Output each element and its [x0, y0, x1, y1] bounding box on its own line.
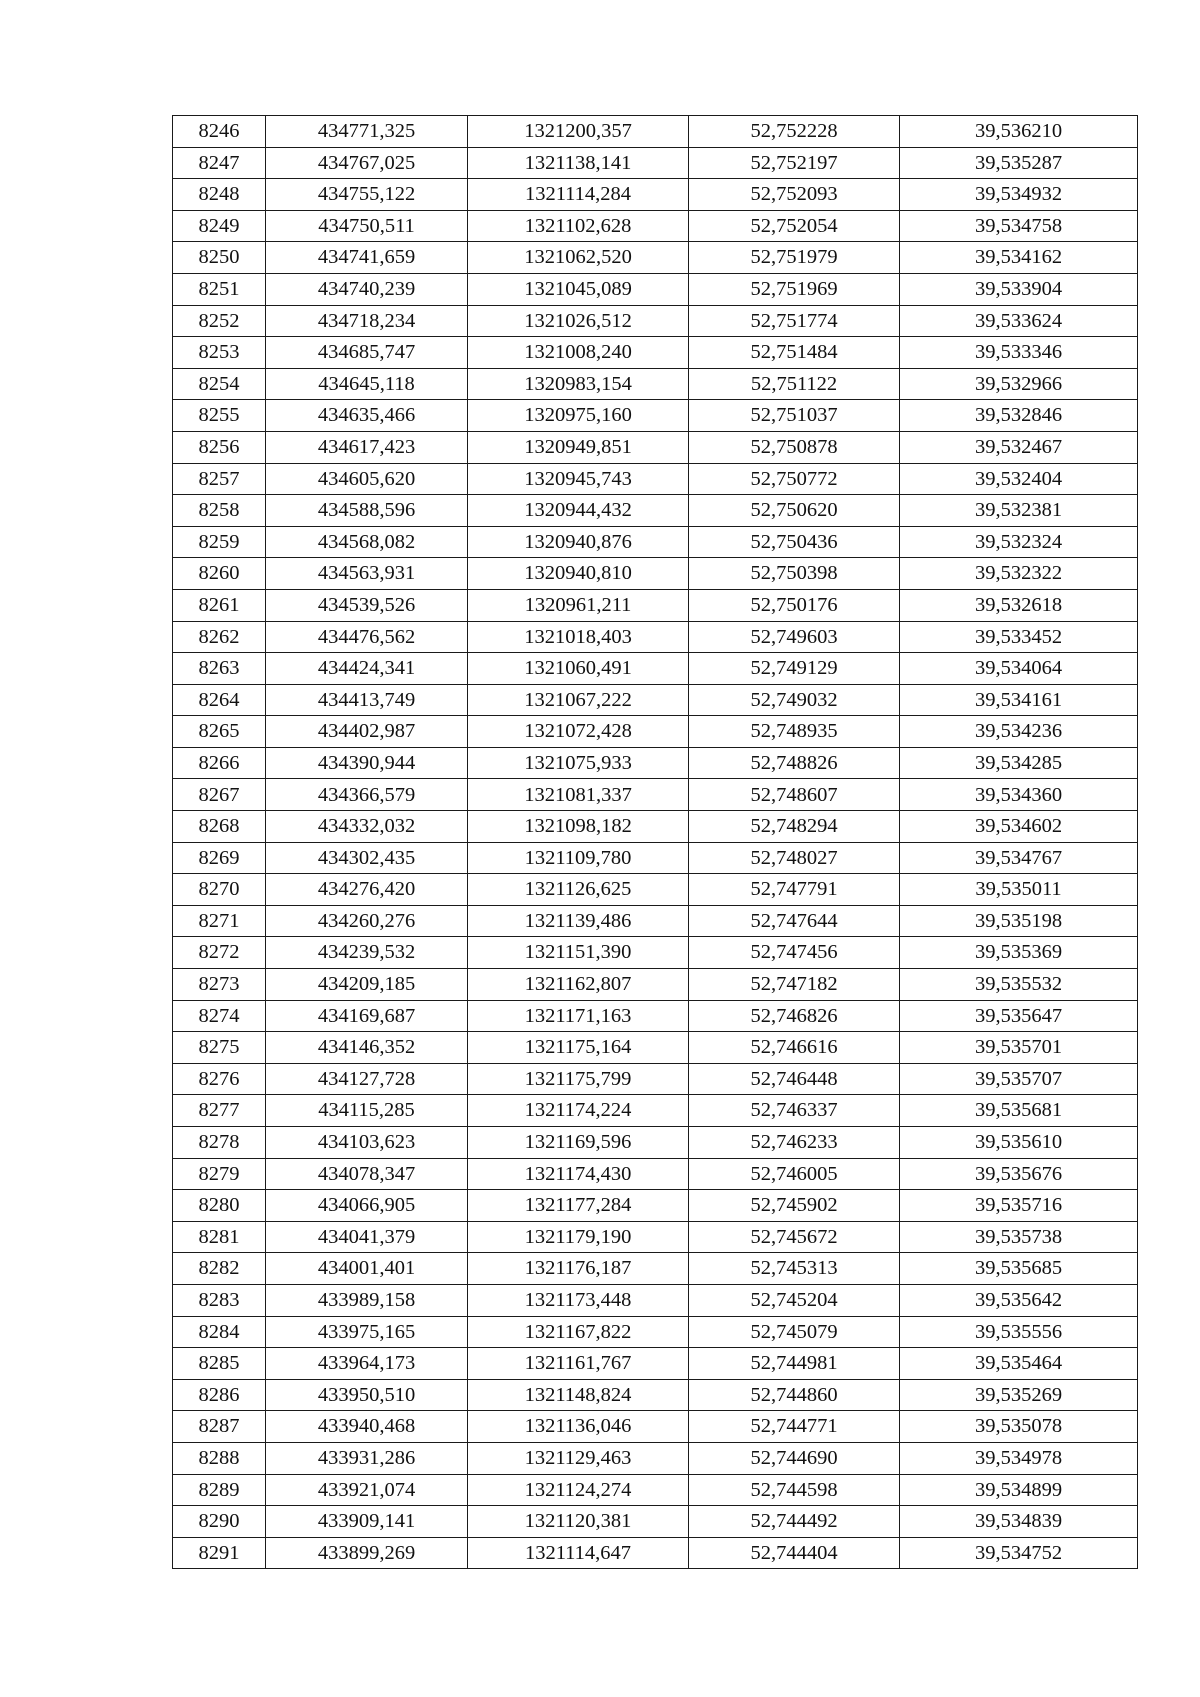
x-coordinate-cell: 434169,687: [266, 1000, 468, 1032]
latitude-cell: 52,750620: [689, 495, 900, 527]
point-number-cell: 8267: [173, 779, 266, 811]
x-coordinate-cell: 434146,352: [266, 1032, 468, 1064]
latitude-cell: 52,745672: [689, 1221, 900, 1253]
table-row: [173, 1000, 1138, 1032]
longitude-cell: 39,534758: [900, 210, 1138, 242]
y-coordinate-cell: 1321114,647: [468, 1537, 689, 1569]
longitude-cell: 39,534236: [900, 716, 1138, 748]
x-coordinate-cell: 433940,468: [266, 1411, 468, 1443]
y-coordinate-cell: 1321161,767: [468, 1348, 689, 1380]
table-row: [173, 842, 1138, 874]
latitude-cell: 52,751979: [689, 242, 900, 274]
latitude-cell: 52,748027: [689, 842, 900, 874]
y-coordinate-cell: 1321075,933: [468, 747, 689, 779]
table-row: [173, 874, 1138, 906]
y-coordinate-cell: 1320961,211: [468, 589, 689, 621]
longitude-cell: 39,535078: [900, 1411, 1138, 1443]
x-coordinate-cell: 434276,420: [266, 874, 468, 906]
y-coordinate-cell: 1321062,520: [468, 242, 689, 274]
latitude-cell: 52,748294: [689, 811, 900, 843]
x-coordinate-cell: 434476,562: [266, 621, 468, 653]
point-number-cell: 8259: [173, 526, 266, 558]
x-coordinate-cell: 434041,379: [266, 1221, 468, 1253]
x-coordinate-cell: 434588,596: [266, 495, 468, 527]
x-coordinate-cell: 434332,032: [266, 811, 468, 843]
table-row: [173, 589, 1138, 621]
table-row: [173, 1253, 1138, 1285]
x-coordinate-cell: 434685,747: [266, 337, 468, 369]
y-coordinate-cell: 1321129,463: [468, 1442, 689, 1474]
point-number-cell: 8253: [173, 337, 266, 369]
table-row: [173, 495, 1138, 527]
latitude-cell: 52,747182: [689, 969, 900, 1001]
point-number-cell: 8246: [173, 116, 266, 148]
point-number-cell: 8249: [173, 210, 266, 242]
y-coordinate-cell: 1321177,284: [468, 1190, 689, 1222]
longitude-cell: 39,535701: [900, 1032, 1138, 1064]
latitude-cell: 52,752054: [689, 210, 900, 242]
longitude-cell: 39,535738: [900, 1221, 1138, 1253]
x-coordinate-cell: 434605,620: [266, 463, 468, 495]
latitude-cell: 52,751969: [689, 273, 900, 305]
y-coordinate-cell: 1320983,154: [468, 368, 689, 400]
point-number-cell: 8284: [173, 1316, 266, 1348]
longitude-cell: 39,532381: [900, 495, 1138, 527]
table-row: [173, 811, 1138, 843]
table-row: [173, 1284, 1138, 1316]
x-coordinate-cell: 434066,905: [266, 1190, 468, 1222]
y-coordinate-cell: 1321175,799: [468, 1063, 689, 1095]
longitude-cell: 39,535464: [900, 1348, 1138, 1380]
table-row: [173, 558, 1138, 590]
table-row: [173, 431, 1138, 463]
longitude-cell: 39,532324: [900, 526, 1138, 558]
point-number-cell: 8247: [173, 147, 266, 179]
y-coordinate-cell: 1321171,163: [468, 1000, 689, 1032]
x-coordinate-cell: 433989,158: [266, 1284, 468, 1316]
longitude-cell: 39,535556: [900, 1316, 1138, 1348]
x-coordinate-cell: 434635,466: [266, 400, 468, 432]
x-coordinate-cell: 434209,185: [266, 969, 468, 1001]
x-coordinate-cell: 434413,749: [266, 684, 468, 716]
point-number-cell: 8279: [173, 1158, 266, 1190]
longitude-cell: 39,534602: [900, 811, 1138, 843]
y-coordinate-cell: 1321008,240: [468, 337, 689, 369]
y-coordinate-cell: 1321026,512: [468, 305, 689, 337]
y-coordinate-cell: 1321148,824: [468, 1379, 689, 1411]
coordinates-table-body: [173, 116, 1138, 1569]
point-number-cell: 8268: [173, 811, 266, 843]
latitude-cell: 52,751122: [689, 368, 900, 400]
latitude-cell: 52,748826: [689, 747, 900, 779]
latitude-cell: 52,750772: [689, 463, 900, 495]
latitude-cell: 52,751774: [689, 305, 900, 337]
longitude-cell: 39,533346: [900, 337, 1138, 369]
longitude-cell: 39,534360: [900, 779, 1138, 811]
longitude-cell: 39,534932: [900, 179, 1138, 211]
x-coordinate-cell: 434563,931: [266, 558, 468, 590]
latitude-cell: 52,750398: [689, 558, 900, 590]
table-row: [173, 305, 1138, 337]
latitude-cell: 52,750176: [689, 589, 900, 621]
longitude-cell: 39,535610: [900, 1127, 1138, 1159]
x-coordinate-cell: 434239,532: [266, 937, 468, 969]
point-number-cell: 8288: [173, 1442, 266, 1474]
x-coordinate-cell: 433921,074: [266, 1474, 468, 1506]
point-number-cell: 8262: [173, 621, 266, 653]
y-coordinate-cell: 1321126,625: [468, 874, 689, 906]
y-coordinate-cell: 1321138,141: [468, 147, 689, 179]
point-number-cell: 8283: [173, 1284, 266, 1316]
table-row: [173, 210, 1138, 242]
point-number-cell: 8273: [173, 969, 266, 1001]
longitude-cell: 39,533624: [900, 305, 1138, 337]
table-row: [173, 242, 1138, 274]
x-coordinate-cell: 434127,728: [266, 1063, 468, 1095]
longitude-cell: 39,534064: [900, 653, 1138, 685]
y-coordinate-cell: 1320940,876: [468, 526, 689, 558]
x-coordinate-cell: 434718,234: [266, 305, 468, 337]
latitude-cell: 52,744690: [689, 1442, 900, 1474]
point-number-cell: 8275: [173, 1032, 266, 1064]
point-number-cell: 8290: [173, 1506, 266, 1538]
y-coordinate-cell: 1321109,780: [468, 842, 689, 874]
latitude-cell: 52,751037: [689, 400, 900, 432]
latitude-cell: 52,747456: [689, 937, 900, 969]
point-number-cell: 8277: [173, 1095, 266, 1127]
latitude-cell: 52,745079: [689, 1316, 900, 1348]
latitude-cell: 52,746826: [689, 1000, 900, 1032]
latitude-cell: 52,745204: [689, 1284, 900, 1316]
x-coordinate-cell: 433950,510: [266, 1379, 468, 1411]
latitude-cell: 52,746233: [689, 1127, 900, 1159]
longitude-cell: 39,534767: [900, 842, 1138, 874]
longitude-cell: 39,534161: [900, 684, 1138, 716]
x-coordinate-cell: 434260,276: [266, 905, 468, 937]
longitude-cell: 39,532404: [900, 463, 1138, 495]
longitude-cell: 39,533452: [900, 621, 1138, 653]
longitude-cell: 39,534752: [900, 1537, 1138, 1569]
latitude-cell: 52,744598: [689, 1474, 900, 1506]
latitude-cell: 52,752228: [689, 116, 900, 148]
table-row: [173, 1411, 1138, 1443]
longitude-cell: 39,533904: [900, 273, 1138, 305]
x-coordinate-cell: 434750,511: [266, 210, 468, 242]
table-row: [173, 1127, 1138, 1159]
point-number-cell: 8254: [173, 368, 266, 400]
point-number-cell: 8281: [173, 1221, 266, 1253]
table-row: [173, 526, 1138, 558]
longitude-cell: 39,535676: [900, 1158, 1138, 1190]
table-row: [173, 1442, 1138, 1474]
y-coordinate-cell: 1321136,046: [468, 1411, 689, 1443]
table-row: [173, 653, 1138, 685]
latitude-cell: 52,746337: [689, 1095, 900, 1127]
y-coordinate-cell: 1320944,432: [468, 495, 689, 527]
point-number-cell: 8255: [173, 400, 266, 432]
x-coordinate-cell: 434755,122: [266, 179, 468, 211]
table-row: [173, 1506, 1138, 1538]
table-row: [173, 684, 1138, 716]
x-coordinate-cell: 434390,944: [266, 747, 468, 779]
y-coordinate-cell: 1321162,807: [468, 969, 689, 1001]
x-coordinate-cell: 434078,347: [266, 1158, 468, 1190]
latitude-cell: 52,744860: [689, 1379, 900, 1411]
y-coordinate-cell: 1320945,743: [468, 463, 689, 495]
x-coordinate-cell: 434366,579: [266, 779, 468, 811]
longitude-cell: 39,532966: [900, 368, 1138, 400]
x-coordinate-cell: 433899,269: [266, 1537, 468, 1569]
table-row: [173, 621, 1138, 653]
table-row: [173, 463, 1138, 495]
longitude-cell: 39,535532: [900, 969, 1138, 1001]
table-row: [173, 937, 1138, 969]
x-coordinate-cell: 433975,165: [266, 1316, 468, 1348]
y-coordinate-cell: 1321169,596: [468, 1127, 689, 1159]
table-row: [173, 147, 1138, 179]
latitude-cell: 52,744771: [689, 1411, 900, 1443]
y-coordinate-cell: 1321179,190: [468, 1221, 689, 1253]
y-coordinate-cell: 1320975,160: [468, 400, 689, 432]
latitude-cell: 52,744492: [689, 1506, 900, 1538]
point-number-cell: 8260: [173, 558, 266, 590]
y-coordinate-cell: 1321175,164: [468, 1032, 689, 1064]
latitude-cell: 52,749603: [689, 621, 900, 653]
point-number-cell: 8282: [173, 1253, 266, 1285]
y-coordinate-cell: 1321174,430: [468, 1158, 689, 1190]
x-coordinate-cell: 434568,082: [266, 526, 468, 558]
latitude-cell: 52,746005: [689, 1158, 900, 1190]
longitude-cell: 39,535011: [900, 874, 1138, 906]
point-number-cell: 8289: [173, 1474, 266, 1506]
longitude-cell: 39,536210: [900, 116, 1138, 148]
y-coordinate-cell: 1321173,448: [468, 1284, 689, 1316]
latitude-cell: 52,750878: [689, 431, 900, 463]
longitude-cell: 39,535269: [900, 1379, 1138, 1411]
x-coordinate-cell: 434740,239: [266, 273, 468, 305]
x-coordinate-cell: 434539,526: [266, 589, 468, 621]
latitude-cell: 52,746448: [689, 1063, 900, 1095]
y-coordinate-cell: 1321151,390: [468, 937, 689, 969]
x-coordinate-cell: 433964,173: [266, 1348, 468, 1380]
point-number-cell: 8287: [173, 1411, 266, 1443]
point-number-cell: 8256: [173, 431, 266, 463]
longitude-cell: 39,535716: [900, 1190, 1138, 1222]
table-row: [173, 1316, 1138, 1348]
x-coordinate-cell: 434767,025: [266, 147, 468, 179]
point-number-cell: 8272: [173, 937, 266, 969]
point-number-cell: 8264: [173, 684, 266, 716]
y-coordinate-cell: 1321200,357: [468, 116, 689, 148]
latitude-cell: 52,745902: [689, 1190, 900, 1222]
y-coordinate-cell: 1321072,428: [468, 716, 689, 748]
longitude-cell: 39,535681: [900, 1095, 1138, 1127]
table-row: [173, 179, 1138, 211]
latitude-cell: 52,748607: [689, 779, 900, 811]
table-row: [173, 1190, 1138, 1222]
point-number-cell: 8252: [173, 305, 266, 337]
latitude-cell: 52,749032: [689, 684, 900, 716]
table-row: [173, 1063, 1138, 1095]
latitude-cell: 52,745313: [689, 1253, 900, 1285]
latitude-cell: 52,744404: [689, 1537, 900, 1569]
table-row: [173, 1474, 1138, 1506]
latitude-cell: 52,744981: [689, 1348, 900, 1380]
point-number-cell: 8251: [173, 273, 266, 305]
table-row: [173, 1537, 1138, 1569]
point-number-cell: 8263: [173, 653, 266, 685]
point-number-cell: 8280: [173, 1190, 266, 1222]
table-row: [173, 337, 1138, 369]
longitude-cell: 39,534978: [900, 1442, 1138, 1474]
y-coordinate-cell: 1321120,381: [468, 1506, 689, 1538]
point-number-cell: 8291: [173, 1537, 266, 1569]
x-coordinate-cell: 434771,325: [266, 116, 468, 148]
y-coordinate-cell: 1321060,491: [468, 653, 689, 685]
y-coordinate-cell: 1321174,224: [468, 1095, 689, 1127]
point-number-cell: 8286: [173, 1379, 266, 1411]
point-number-cell: 8266: [173, 747, 266, 779]
table-row: [173, 969, 1138, 1001]
table-row: [173, 1095, 1138, 1127]
point-number-cell: 8250: [173, 242, 266, 274]
longitude-cell: 39,535685: [900, 1253, 1138, 1285]
point-number-cell: 8271: [173, 905, 266, 937]
y-coordinate-cell: 1321102,628: [468, 210, 689, 242]
table-row: [173, 400, 1138, 432]
longitude-cell: 39,535369: [900, 937, 1138, 969]
latitude-cell: 52,752197: [689, 147, 900, 179]
point-number-cell: 8248: [173, 179, 266, 211]
longitude-cell: 39,535707: [900, 1063, 1138, 1095]
longitude-cell: 39,535642: [900, 1284, 1138, 1316]
y-coordinate-cell: 1321114,284: [468, 179, 689, 211]
longitude-cell: 39,534839: [900, 1506, 1138, 1538]
x-coordinate-cell: 434103,623: [266, 1127, 468, 1159]
longitude-cell: 39,535198: [900, 905, 1138, 937]
y-coordinate-cell: 1321045,089: [468, 273, 689, 305]
latitude-cell: 52,747791: [689, 874, 900, 906]
x-coordinate-cell: 434617,423: [266, 431, 468, 463]
x-coordinate-cell: 434741,659: [266, 242, 468, 274]
table-row: [173, 779, 1138, 811]
latitude-cell: 52,746616: [689, 1032, 900, 1064]
x-coordinate-cell: 433931,286: [266, 1442, 468, 1474]
y-coordinate-cell: 1321139,486: [468, 905, 689, 937]
y-coordinate-cell: 1321176,187: [468, 1253, 689, 1285]
table-row: [173, 747, 1138, 779]
longitude-cell: 39,532846: [900, 400, 1138, 432]
y-coordinate-cell: 1321067,222: [468, 684, 689, 716]
point-number-cell: 8278: [173, 1127, 266, 1159]
point-number-cell: 8261: [173, 589, 266, 621]
table-row: [173, 716, 1138, 748]
point-number-cell: 8269: [173, 842, 266, 874]
y-coordinate-cell: 1321098,182: [468, 811, 689, 843]
longitude-cell: 39,532618: [900, 589, 1138, 621]
y-coordinate-cell: 1320940,810: [468, 558, 689, 590]
longitude-cell: 39,534162: [900, 242, 1138, 274]
longitude-cell: 39,532467: [900, 431, 1138, 463]
point-number-cell: 8270: [173, 874, 266, 906]
x-coordinate-cell: 434645,118: [266, 368, 468, 400]
point-number-cell: 8274: [173, 1000, 266, 1032]
table-row: [173, 1221, 1138, 1253]
longitude-cell: 39,534899: [900, 1474, 1138, 1506]
table-row: [173, 905, 1138, 937]
y-coordinate-cell: 1321018,403: [468, 621, 689, 653]
point-number-cell: 8258: [173, 495, 266, 527]
y-coordinate-cell: 1320949,851: [468, 431, 689, 463]
latitude-cell: 52,752093: [689, 179, 900, 211]
y-coordinate-cell: 1321124,274: [468, 1474, 689, 1506]
table-row: [173, 1348, 1138, 1380]
point-number-cell: 8265: [173, 716, 266, 748]
coordinates-table: [172, 115, 1138, 1569]
point-number-cell: 8257: [173, 463, 266, 495]
point-number-cell: 8285: [173, 1348, 266, 1380]
longitude-cell: 39,535647: [900, 1000, 1138, 1032]
table-row: [173, 116, 1138, 148]
table-row: [173, 1379, 1138, 1411]
x-coordinate-cell: 434402,987: [266, 716, 468, 748]
longitude-cell: 39,534285: [900, 747, 1138, 779]
latitude-cell: 52,749129: [689, 653, 900, 685]
x-coordinate-cell: 434001,401: [266, 1253, 468, 1285]
y-coordinate-cell: 1321081,337: [468, 779, 689, 811]
table-row: [173, 368, 1138, 400]
latitude-cell: 52,747644: [689, 905, 900, 937]
x-coordinate-cell: 434424,341: [266, 653, 468, 685]
latitude-cell: 52,751484: [689, 337, 900, 369]
x-coordinate-cell: 434115,285: [266, 1095, 468, 1127]
longitude-cell: 39,535287: [900, 147, 1138, 179]
x-coordinate-cell: 434302,435: [266, 842, 468, 874]
table-row: [173, 1032, 1138, 1064]
y-coordinate-cell: 1321167,822: [468, 1316, 689, 1348]
latitude-cell: 52,750436: [689, 526, 900, 558]
latitude-cell: 52,748935: [689, 716, 900, 748]
point-number-cell: 8276: [173, 1063, 266, 1095]
table-row: [173, 273, 1138, 305]
table-row: [173, 1158, 1138, 1190]
x-coordinate-cell: 433909,141: [266, 1506, 468, 1538]
longitude-cell: 39,532322: [900, 558, 1138, 590]
